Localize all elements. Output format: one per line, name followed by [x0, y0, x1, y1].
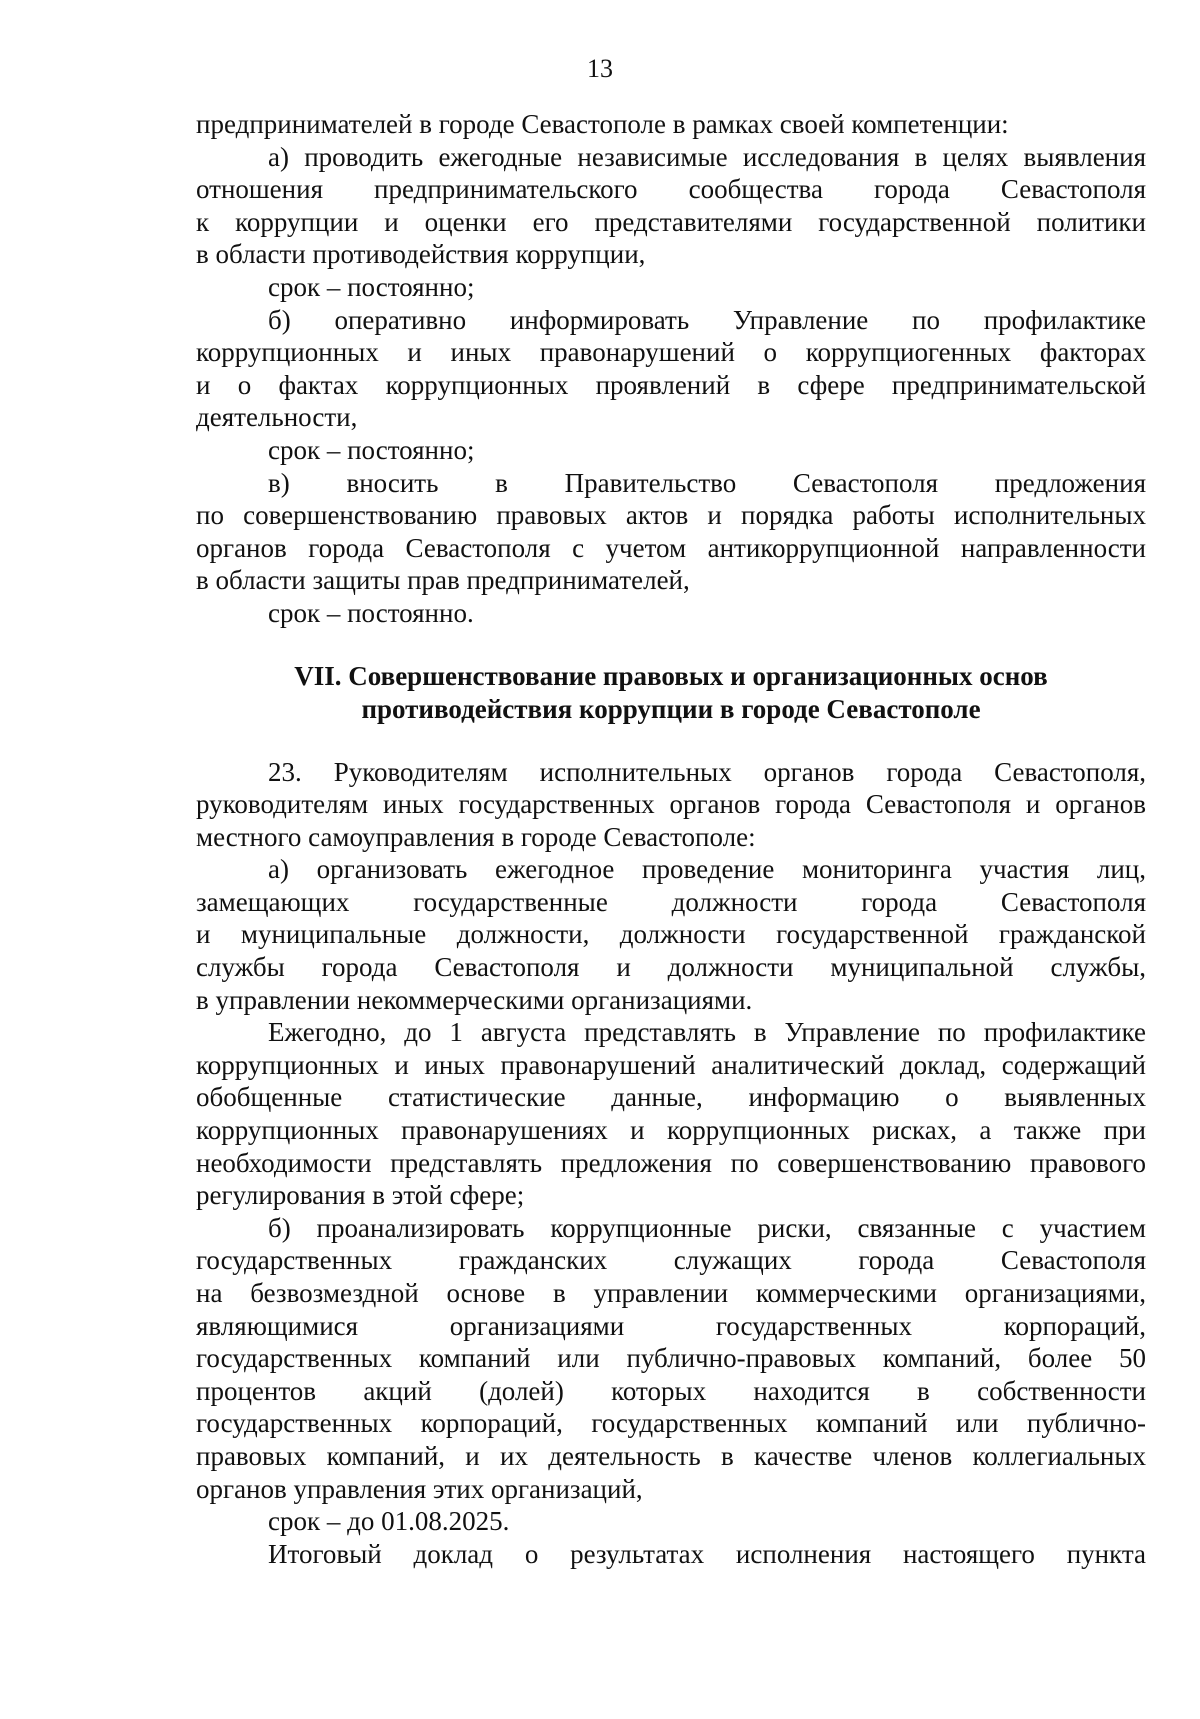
- text-line: коррупционных и иных правонарушений о коррупциогенных факторах: [196, 337, 1146, 368]
- text-line: Ежегодно, до 1 августа представлять в Управление по профилактике: [268, 1017, 1146, 1048]
- text-line: 23. Руководителям исполнительных органов города Севастополя,: [268, 756, 1146, 787]
- text-line: и муниципальные должности, должности государственной гражданской: [196, 919, 1146, 950]
- text-line: руководителям иных государственных органов города Севастополя и органов: [196, 789, 1146, 820]
- text-line: регулирования в этой сфере;: [196, 1180, 525, 1211]
- text-line: на безвозмездной основе в управлении коммерческими организациями,: [196, 1278, 1146, 1308]
- text-line: государственных гражданских служащих города Севастополя: [196, 1245, 1146, 1276]
- text-line: в области противодействия коррупции,: [196, 239, 646, 270]
- text-line: замещающих государственные должности города Севастополя: [196, 886, 1146, 917]
- text-line: в) вносить в Правительство Севастополя предложения: [268, 467, 1146, 498]
- text-line: деятельности,: [196, 402, 358, 433]
- text-line: б) проанализировать коррупционные риски, связанные с участием: [268, 1212, 1146, 1243]
- text-line: а) проводить ежегодные независимые исследования в целях выявления: [268, 141, 1146, 172]
- text-line: органов управления этих организаций,: [196, 1473, 643, 1504]
- text-line: процентов акций (долей) которых находится в собственности: [196, 1375, 1146, 1406]
- text-line: местного самоуправления в городе Севастополе:: [196, 821, 756, 852]
- paragraph-block-2: [196, 756, 1146, 1571]
- text-line: а) организовать ежегодное проведение мониторинга участия лиц,: [268, 854, 1146, 885]
- text-line: срок – постоянно;: [268, 271, 475, 302]
- text-line: обобщенные статистические данные, информацию о выявленных: [196, 1082, 1146, 1113]
- page-number: 13: [587, 54, 613, 83]
- text-line: коррупционных правонарушениях и коррупционных рисках, а также при: [196, 1115, 1146, 1146]
- text-line: органов города Севастополя с учетом антикоррупционной направленности: [196, 532, 1146, 563]
- text-line: срок – до 01.08.2025.: [268, 1506, 510, 1537]
- text-line: в управлении некоммерческими организациями.: [196, 984, 753, 1015]
- text-line: предпринимателей в городе Севастополе в рамках своей компетенции:: [196, 109, 1009, 139]
- text-line: по совершенствованию правовых актов и порядка работы исполнительных: [196, 500, 1146, 531]
- text-line: в области защиты прав предпринимателей,: [196, 565, 690, 596]
- text-line: коррупционных и иных правонарушений аналитический доклад, содержащий: [196, 1049, 1146, 1080]
- text-line: б) оперативно информировать Управление по профилактике: [268, 304, 1146, 335]
- text-line: и о фактах коррупционных проявлений в сфере предпринимательской: [196, 369, 1146, 400]
- text-line: Итоговый доклад о результатах исполнения настоящего пункта: [268, 1538, 1146, 1569]
- section-heading: [196, 660, 1146, 726]
- section-heading-line: противодействия коррупции в городе Севастополе: [361, 693, 981, 724]
- text-line: службы города Севастополя и должности муниципальной службы,: [196, 952, 1146, 983]
- text-line: правовых компаний, и их деятельность в качестве членов коллегиальных: [196, 1440, 1146, 1471]
- paragraph-block-1: [196, 108, 1146, 630]
- text-line: срок – постоянно;: [268, 434, 475, 465]
- text-line: отношения предпринимательского сообщества города Севастополя: [196, 174, 1146, 205]
- text-line: государственных корпораций, государственных компаний или публично-: [196, 1408, 1146, 1439]
- text-line: государственных компаний или публично-правовых компаний, более 50: [196, 1343, 1146, 1374]
- text-line: необходимости представлять предложения по совершенствованию правового: [196, 1147, 1146, 1178]
- text-line: срок – постоянно.: [268, 597, 474, 628]
- document-body: [196, 108, 1146, 1570]
- section-heading-line: VII. Совершенствование правовых и организационных основ: [294, 660, 1048, 691]
- text-line: являющимися организациями государственных корпораций,: [196, 1310, 1146, 1341]
- text-line: к коррупции и оценки его представителями государственной политики: [196, 206, 1146, 237]
